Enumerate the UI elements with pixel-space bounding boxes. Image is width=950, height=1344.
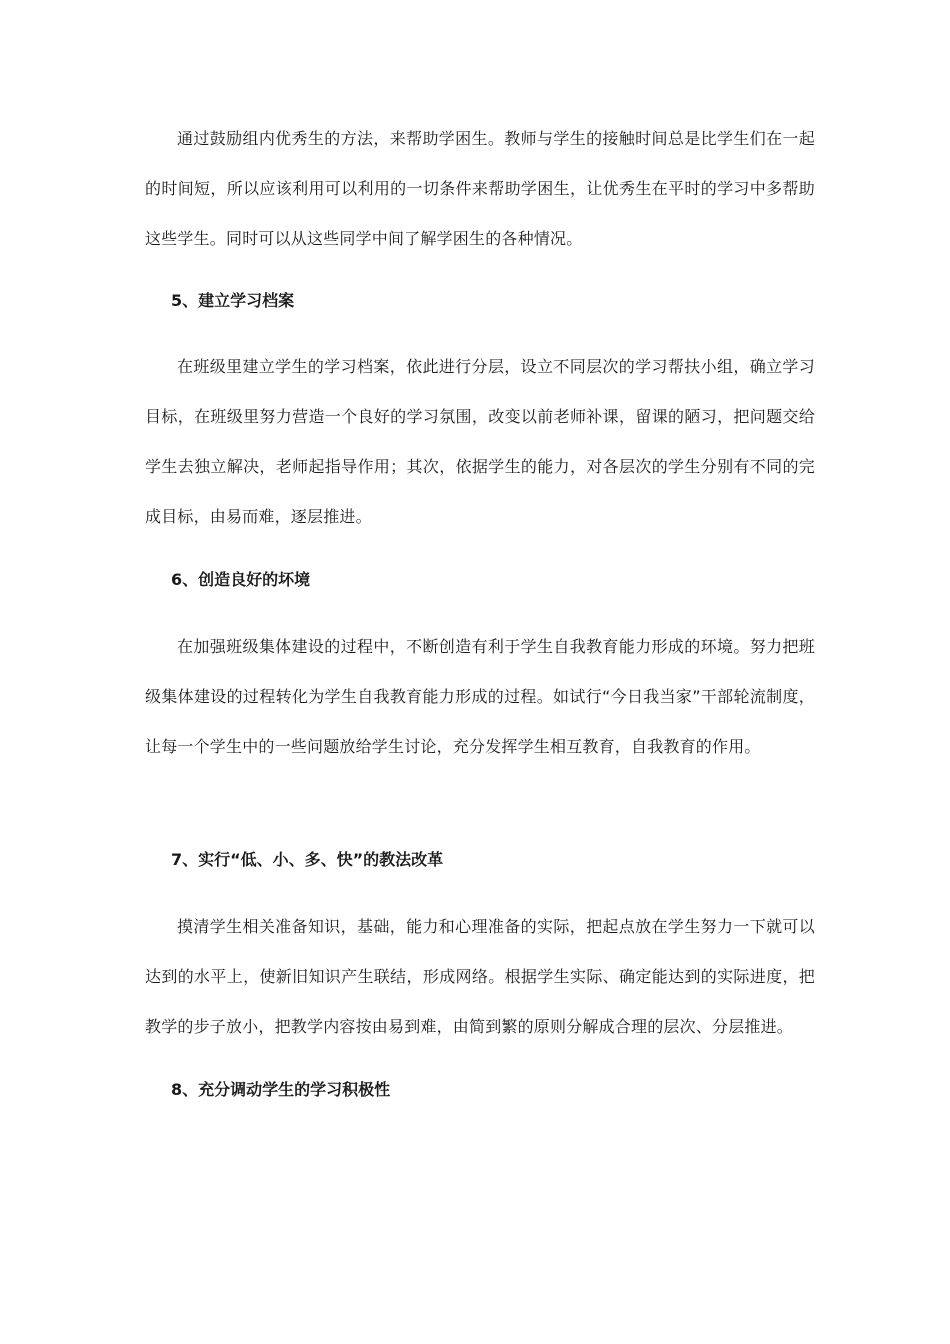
heading-text: 5、建立学习档案 [171, 291, 295, 310]
paragraph-environment [145, 622, 815, 772]
paragraph-learning-files [145, 342, 815, 542]
paragraph-teaching-reform [145, 902, 815, 1052]
heading-text: 6、创造良好的坏境 [171, 570, 311, 589]
heading-text: 8、充分调动学生的学习积极性 [171, 1080, 391, 1099]
paragraph-text: 摸清学生相关准备知识，基础，能力和心理准备的实际，把起点放在学生努力一下就可以达到的水平上，使新旧知识产生联结，形成网络。根据学生实际、确定能达到的实际进度，把教学的步子放小，把教学内容按由易到难，由简到繁的原则分解成合理的层次、分层推进。 [145, 917, 815, 1036]
paragraph-text: 通过鼓励组内优秀生的方法，来帮助学困生。教师与学生的接触时间总是比学生们在一起的时间短，所以应该利用可以利用的一切条件来帮助学困生，让优秀生在平时的学习中多帮助这些学生。同时可以从这些同学中间了解学困生的各种情况。 [145, 129, 815, 248]
section-heading-6 [145, 568, 815, 592]
paragraph-text: 在班级里建立学生的学习档案，依此进行分层，设立不同层次的学习帮扶小组，确立学习目标，在班级里努力营造一个良好的学习氛围，改变以前老师补课，留课的陋习，把问题交给学生去独立解决，老师起指导作用；其次，依据学生的能力，对各层次的学生分别有不同的完成目标，由易而难，逐层推进。 [145, 357, 815, 526]
section-heading-5 [145, 289, 815, 313]
section-heading-7 [145, 848, 815, 872]
section-heading-8 [145, 1078, 815, 1102]
paragraph-text: 在加强班级集体建设的过程中，不断创造有利于学生自我教育能力形成的环境。努力把班级集体建设的过程转化为学生自我教育能力形成的过程。如试行“今日我当家”干部轮流制度，让每一个学生中的一些问题放给学生讨论，充分发挥学生相互教育，自我教育的作用。 [145, 637, 815, 756]
heading-text: 7、实行“低、小、多、快”的教法改革 [171, 850, 444, 869]
paragraph-encourage-top-students [145, 114, 815, 264]
